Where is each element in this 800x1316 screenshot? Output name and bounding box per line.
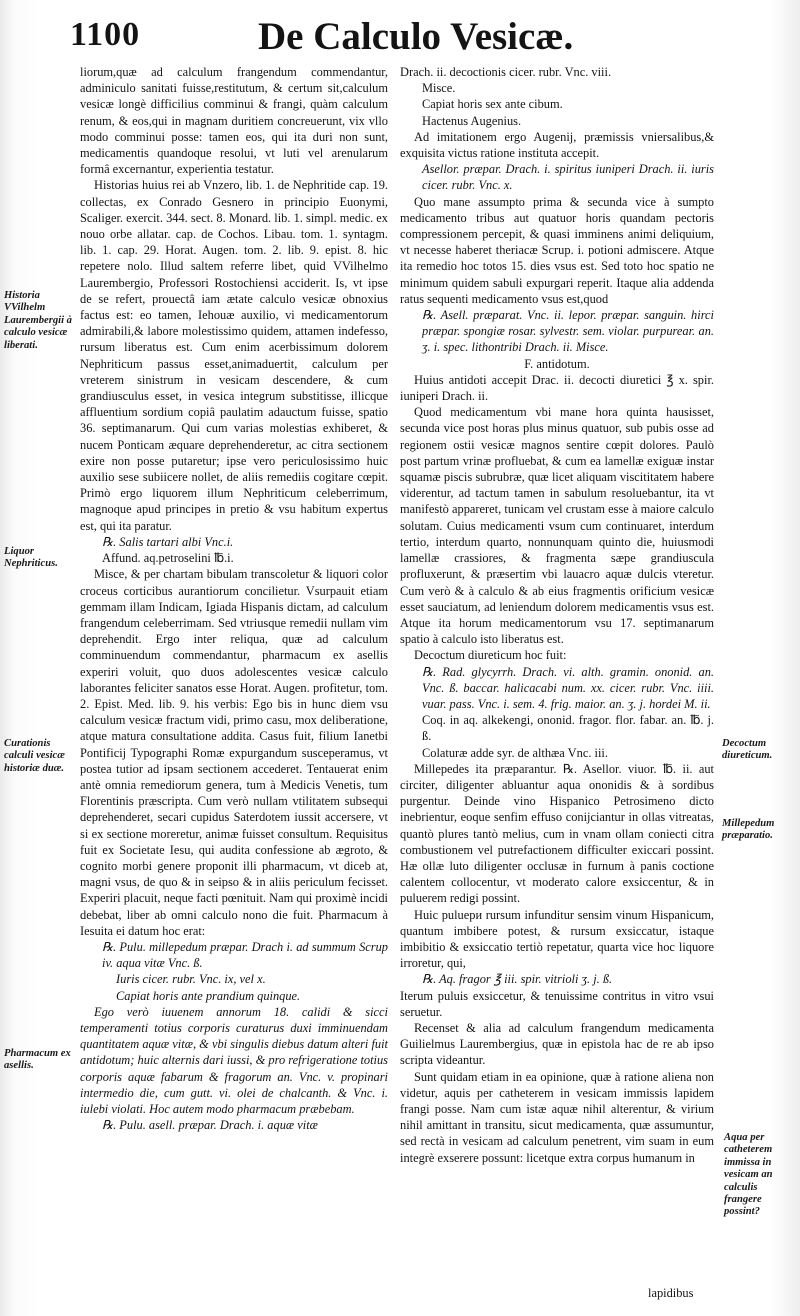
recipe-line: ℞. Aq. fragor ℥ iii. spir. vitrioli ʒ. j. ß. <box>422 972 613 987</box>
paragraph: Historias huius rei ab Vnzero, lib. 1. de Nephritide cap. 19. collectas, ex Conrado Gesnero in principio Euonymi, Scaliger. exercit. 344. sect. 8. Monard. lib. 1. simpl. medic. ex nouo orbe allatar. cap. de Cochos. Libau. tom. 1. syntagm. lib. 1. cap. 29. Horat. Augen. tom. 2. lib. 9. epist. 8. hic repetere nolo. Illud saltem referre libet, quid VVilhelmo Laurembergio, Professori Rostochiensi acciderit. Is, vt ipse de se refert, prouectâ iam ætate calculo vesicæ obnoxius factus est: eo tamen, Iehouæ auxilio, vi medicamentorum admirabili,& labore molestissimo quidem, attamen indefesso, rursum liberatus est. Cum enim acerbissimum dolorem Nephriticum passus esset,animaduertit, calculum per vreterem sinistrum in vesicam descendere, & cum grandiusculus esset, in vesica integrum substitisse, illicque affluentium sordium copiâ paulatim adauctum fuisse, spatio 36. septimanarum. Qui cum varias molestias exhiberet, & nucem Ponticam æquare deprehenderetur, ac citra sectionem exire non posse putaretur; ipse vero periculosissimo huic auxilio sese subiicere nollet, de aliis remediis cogitare cœpit. Primò ergo liquorem illum Nephriticum celeberrimum, magnoque apud principes in pretio & vsu habitum expertus est, qui ita paratur. <box>80 178 388 533</box>
recipe-line: ℞. Asell. præparat. Vnc. ii. lepor. præpar. sanguin. hirci præpar. spongiæ rosar. sylvestr. sem. violar. purpurear. an. ʒ. i. spec. lithontribi Drach. ii. Misce. <box>422 308 714 355</box>
recipe-line: ℞. Pulu. asell. præpar. Drach. i. aquæ vitæ <box>102 1118 318 1133</box>
paragraph: Ego verò iuuenem annorum 18. calidi & sicci temperamenti totius corporis curaturus duxi imminuendam quantitatem aquæ vitæ, & vbi singulis diebus datum alteri fuit antidotum; huic alternis dari iussi, & pro refrigeratione totius corporis aquæ fabarum & fragorum an. Vnc. v. propinari intermedio die, cum gutt. vi. olei de chalcanth. & Vnc. i. iulebi violati. Hoc autem modo pharmacum præbebam. <box>80 1004 388 1116</box>
paragraph: Quod medicamentum vbi mane hora quinta hausisset, secunda vice post horas plus minus quatuor, sub pubis osse ad regionem ostii vesicæ magnos sentire cœpit dolores. Paulò post partum vrinæ profluebat, & cum ea lamellæ exiguæ instar squamæ piscis subrubræ, quæ licet aliquam viscititatem habere viderentur, ad tactum tamen in sabulum resoluebantur, ita vt manifestò appareret, tunicam vel crustam esse à maiore calculo solutam. Cuius medicamenti vsum cum continuaret, interdum tertio, interdum quarto, nonnunquam quinto die, huiusmodi lamellæ crassiores, & fragmenta sæpe grandiuscula profluxerunt, & præsertim vbi lauacro aquæ dulcis vteretur. Cum verò & à calculo & ab eius fragmentis orificium vesicæ esset sauciatum, ad leniendum dolorem medicamentis vsus est. Atque ita horum medicamentorum vsu 17. septimanarum spatio à calculo isto liberatus est. <box>400 405 714 647</box>
paragraph: Misce, & per chartam bibulam transcoletur & liquori color croceus corticibus aurantiorum concilietur. Vsurpauit etiam gemmam illam Indicam, Igiada Hispanis dictam, ad calculum frangendum celeberrimam. Sed vtriusque remedii nullam vim deprehendit. Ergo inter reliqua, quæ ad calculum comminuendum commendantur, pharmacum ex asellis experiri voluit, quo duos adolescentes vesicæ calculo laborantes feliciter sanatos esse Horat. Augen. profitetur, tom. 2. Epist. Med. lib. 9. his verbis: Ego bis in hunc diem vsu calculum vesicæ fractum vidi, primo casu, mox deliberatione, atque matura consultatione addita. Casus fuit, filium Ianetbi Pontificij Typographi Romæ expurgandum susceperamus, vt postea tutior ad ipsam sectionem accederet. Tentauerat enim antè omnia remediorum genera, tum à Medicis Venetis, tum Florentinis præscripta. Cum verò nullam vtilitatem subsequi deprehenderet, secari cupidus Saterdotem iussit accersere, vt si ex sectione moreretur, animæ fuisset consultum. Requisitus fuit ex Societate Iesu, qui audita confessione ab ægroto, & cognito morbi genere proponit illi pharmacum, vt diceb at, magni vsus, de quo & in seipso & in aliis periculum fecisset. Experiri placuit, neque facti pœnituit. Nam qui proximè incidi debebat, liber ab omni calculo nono die fuit. Pharmacum à Iesuita ei datum hoc erat: <box>80 567 388 938</box>
running-title: De Calculo Vesicæ. <box>258 15 574 58</box>
recipe-line: Coq. in aq. alkekengi, ononid. fragor. flor. fabar. an. ℔. j. ß. <box>422 713 714 744</box>
paragraph: Drach. ii. decoctionis cicer. rubr. Vnc. viii. <box>400 65 612 79</box>
paragraph: liorum,quæ ad calculum frangendum commendantur, adminiculo sanitati fuisse,restitutum, & certum sit,calculum vesicæ longè difficilius comminui & frangi, quàm calculum renum, & eos,qui in magnam duritiem concreuerunt, vix vllo modo comminui posse: tamen eos, qui ita duri non sunt, medicamentis quandoque resolui, vt luti vel arenularum formâ excernantur, experientia testatur. <box>80 65 388 177</box>
recipe-line: Capiat horis sex ante cibum. <box>422 97 563 112</box>
paragraph: Decoctum diureticum hoc fuit: <box>414 648 567 663</box>
recipe-line: Affund. aq.petroselini ℔.i. <box>102 551 234 566</box>
paragraph: Huic puluери rursum infunditur sensim vinum Hispanicum, quantum imbibere potest, & rursum exsiccatur, istaque imbibitio & exsiccatio tertiò repetatur, quarta vice hoc liquore irroretur, qui, <box>400 907 714 971</box>
paragraph: Recenset & alia ad calculum frangendum medicamenta Guilielmus Laurembergius, quæ in epistola hac de re ab ipso scripta videantur. <box>400 1020 714 1068</box>
recipe-line: ℞. Pulu. millepedum præpar. Drach i. ad summum Scrup iv. aqua vitæ Vnc. ß. <box>102 939 388 971</box>
margin-note: Decoctum diureticum. <box>722 738 773 762</box>
paragraph: Ad imitationem ergo Augenij, præmissis vniersalibus,& exquisita victus ratione instituta accepit. <box>400 129 714 161</box>
margin-note: Pharmacum ex asellis. <box>4 1048 71 1072</box>
paragraph: Quo mane assumpto prima & secunda vice à sumpto medicamento tribus aut quatuor horis quandam pectoris compressionem percepit, & quasi imminens animi deliquium, vt necesse haberet theriacæ Scrup. i. potioni admiscere. Atque ita remedio hoc totos 15. dies vsus est. Sed toto hoc spatio ne minimum quidem sabuli expurgari reperit. Itaque alia addenda ratus sequenti medicamento vsus est,quod <box>400 194 714 306</box>
recipe-line: Capiat horis ante prandium quinque. <box>116 988 301 1003</box>
margin-note: Curationis calculi vesicæ historiæ duæ. <box>4 738 65 774</box>
recipe-line: Misce. <box>422 81 456 96</box>
margin-note: Liquor Nephriticus. <box>4 546 58 570</box>
right-text-column <box>400 64 714 1166</box>
margin-note: Historia VVilhelm Laurembergii à calculo vesicæ liberati. <box>4 290 72 351</box>
left-text-column <box>80 64 388 1133</box>
recipe-line: ℞. Rad. glycyrrh. Drach. vi. alth. gramin. ononid. an. Vnc. ß. baccar. halicacabi num. xx. cicer. rubr. Vnc. iiii. vuar. pass. Vnc. i. sem. 4. frig. maior. an. ʒ. j. hordei M. ii. <box>422 664 714 711</box>
recipe-line: ℞. Salis tartari albi Vnc.i. <box>102 534 234 549</box>
margin-note: Millepedum præparatio. <box>722 818 775 842</box>
paragraph: Sunt quidam etiam in ea opinione, quæ à ratione aliena non videtur, aquis per catheterem in vesicam immissis lapidem frangi posse. Nam cum istæ aquæ nihil alterentur, & virium nihil amittant in transitu, sicut medicamenta, quæ assumuntur, sed rectà in vesicam ad calculum penetrent, vim suam in eum integrè exserere possunt: licetque extra corpus humanum in <box>400 1069 714 1165</box>
paragraph: Millepedes ita præparantur. ℞. Asellor. viuor. ℔. ii. aut circiter, diligenter abluantur aqua ononidis & à sordibus purgentur. Deinde vino Hispanico Petrosimeno dicto inebrientur, eoque senfim effuso conijciantur in ollas vitreatas, quantò plures tantò melius, cum in vnam ollam coniecti citra combustionem vel putrefactionem difficulter exiccari possint. Hæ ollæ luto diligenter occlusæ in furnum à panis coctione calentem collocentur, vt moderato calore exsiccentur, & in puluerem redigi possint. <box>400 761 714 906</box>
catchword: lapidibus <box>648 1286 694 1300</box>
recipe-line: Asellor. præpar. Drach. i. spiritus iuniperi Drach. ii. iuris cicer. rubr. Vnc. x. <box>422 162 714 193</box>
page-number: 1100 <box>70 16 141 53</box>
recipe-line: Colaturæ adde syr. de althæa Vnc. iii. <box>422 745 608 760</box>
paragraph: Iterum puluis exsiccetur, & tenuissime contritus in vitro vsui seruetur. <box>400 988 714 1019</box>
page-header <box>0 14 800 60</box>
recipe-line: Hactenus Augenius. <box>422 113 522 128</box>
recipe-line: F. antidotum. <box>524 356 590 371</box>
paragraph: Huius antidoti accepit Drac. ii. decocti diuretici ℥ x. spir. iuniperi Drach. ii. <box>400 372 714 404</box>
margin-note: Aqua per catheterem immissa in vesicam an calculis frangere possint? <box>724 1132 773 1218</box>
recipe-line: Iuris cicer. rubr. Vnc. ix, vel x. <box>116 972 266 987</box>
